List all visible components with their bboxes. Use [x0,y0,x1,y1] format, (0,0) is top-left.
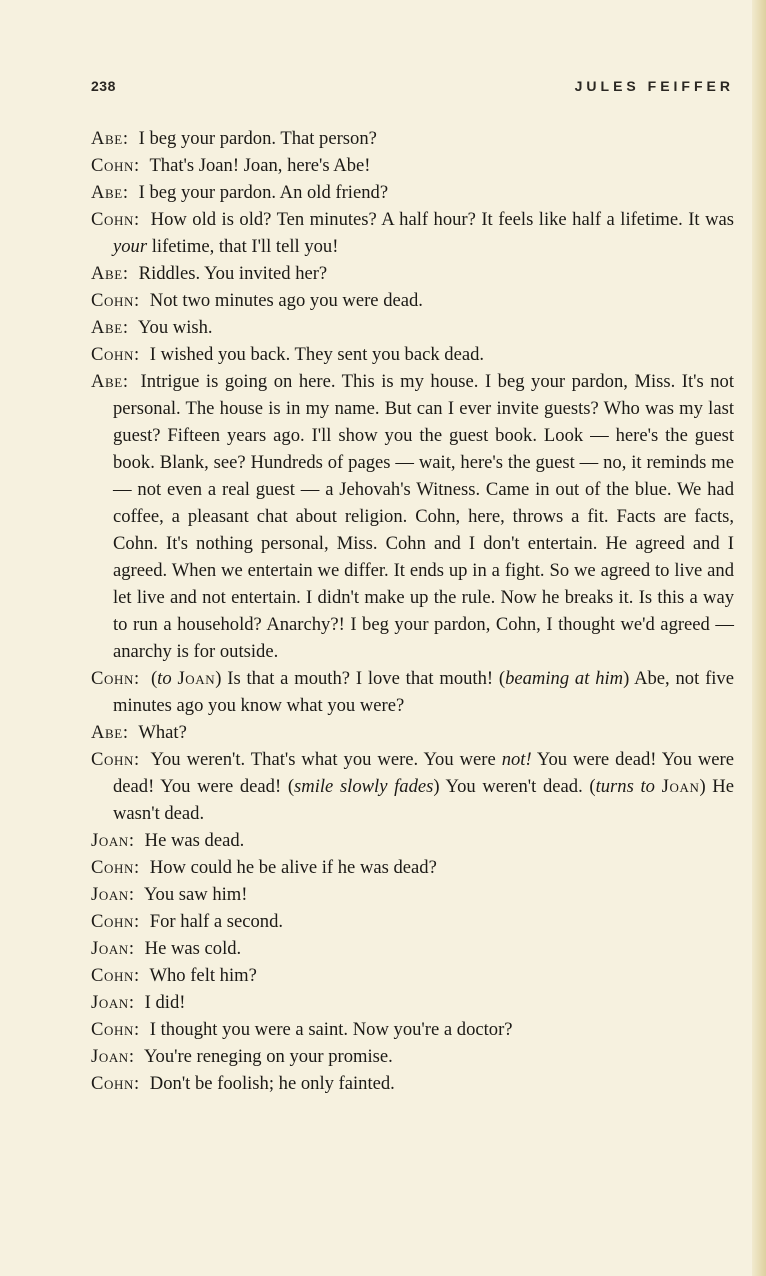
speaker-name: Joan [91,884,129,905]
speaker-colon: : [122,371,129,392]
speaker-colon: : [133,749,140,770]
line-text: I wished you back. They sent you back dead. [149,344,485,365]
line-text: ) He wasn't dead. [113,776,734,824]
speaker-colon: : [122,128,129,149]
dialogue [91,125,734,1097]
line-text: Not two minutes ago you were dead. [149,290,423,311]
speaker-name: Abe [91,722,123,743]
speaker-name: Abe [91,263,123,284]
line-text: Don't be foolish; he only fainted. [149,1073,395,1094]
speaker-name: Cohn [91,155,134,176]
line-text: You were dead! You were dead! You were dead! ( [113,749,734,797]
line-text [655,776,662,797]
speaker-name: Cohn [91,290,134,311]
line-text: ) You weren't dead. ( [433,776,596,797]
line-text: You're reneging on your promise. [143,1046,393,1067]
emphasis: not! [501,749,532,770]
speaker-colon: : [133,1073,140,1094]
line-text: He was cold. [144,938,242,959]
stage-direction: beaming at him [505,668,624,689]
speaker-colon: : [128,992,134,1013]
speaker-colon: : [122,182,129,203]
dialogue-line [91,989,734,1016]
dialogue-line [91,341,734,368]
line-text: You weren't. That's what you were. You were [150,749,502,770]
speaker-name: Cohn [91,344,134,365]
speaker-name: Abe [91,371,123,392]
dialogue-line [91,287,734,314]
speaker-name: Joan [91,830,129,851]
speaker-colon: : [133,209,140,230]
dialogue-line [91,1070,734,1097]
speaker-name: Cohn [91,1073,134,1094]
speaker-name: Cohn [91,857,134,878]
speaker-colon: : [122,263,129,284]
speaker-colon: : [128,1046,134,1067]
dialogue-line [91,368,734,665]
page-edge [752,0,766,1276]
speaker-colon: : [133,965,140,986]
page-number: 238 [91,78,116,94]
line-text: For half a second. [149,911,284,932]
dialogue-line [91,962,734,989]
line-text: ( [150,668,158,689]
speaker-colon: : [133,344,140,365]
speaker-name: Cohn [91,965,134,986]
line-text: How could he be alive if he was dead? [149,857,437,878]
dialogue-line [91,719,734,746]
speaker-colon: : [122,317,129,338]
dialogue-line [91,746,734,827]
dialogue-line [91,179,734,206]
speaker-colon: : [133,668,140,689]
dialogue-line [91,935,734,962]
line-text: I thought you were a saint. Now you're a doctor? [149,1019,513,1040]
speaker-name: Cohn [91,209,134,230]
dialogue-line [91,314,734,341]
dialogue-line [91,125,734,152]
dialogue-line [91,206,734,260]
dialogue-line [91,665,734,719]
emphasis: your [113,236,148,257]
speaker-name: Abe [91,128,123,149]
speaker-name: Cohn [91,911,134,932]
speaker-name: Abe [91,182,123,203]
dialogue-line [91,260,734,287]
line-text: What? [138,722,187,743]
line-text: You wish. [137,317,213,338]
speaker-name: Cohn [91,749,134,770]
line-text: Who felt him? [149,965,257,986]
speaker-colon: : [122,722,129,743]
dialogue-line [91,827,734,854]
line-text: You saw him! [143,884,248,905]
dialogue-line [91,854,734,881]
line-text: ) Is that a mouth? I love that mouth! ( [215,668,506,689]
speaker-name: Cohn [91,1019,134,1040]
dialogue-line [91,908,734,935]
speaker-name: Joan [91,1046,129,1067]
dialogue-line [91,152,734,179]
speaker-colon: : [133,155,140,176]
stage-direction: turns to [595,776,655,797]
speaker-colon: : [133,911,140,932]
line-text: That's Joan! Joan, here's Abe! [149,155,371,176]
running-head-author: JULES FEIFFER [574,78,734,94]
stage-direction: to [157,668,172,689]
speaker-colon: : [133,1019,140,1040]
line-text: Intrigue is going on here. This is my house. I beg your pardon, Miss. It's not personal. The house is in my name. But can I ever invite guests? Who was my last guest? Fifteen years ago. I'll show you the guest book. Look — here's the guest book. Blank, see? Hundreds of pages — wait, here's the guest — no, it reminds me — not even a real guest — a Jehovah's Witness. Came in out of the blue. We had coffee, a pleasant chat about religion. Cohn, here, throws a fit. Facts are facts, Cohn. It's nothing personal, Miss. Cohn and I don't entertain. He agreed and I agreed. When we entertain we differ. It ends up in a fight. So we agreed to live and let live and not entertain. I didn't make up the rule. Now he breaks it. Is this a way to run a household? Anarchy?! I beg your pardon, Cohn, I thought we'd agreed — anarchy is for outside. [113,371,734,662]
line-text: Riddles. You invited her? [138,263,328,284]
line-text: I beg your pardon. An old friend? [138,182,389,203]
stage-direction-name: Joan [661,776,700,797]
line-text: I did! [144,992,186,1013]
line-text: He was dead. [144,830,245,851]
speaker-colon: : [128,938,134,959]
speaker-colon: : [128,830,134,851]
line-text: ) Abe, not five minutes ago you know what you were? [113,668,734,716]
speaker-colon: : [128,884,134,905]
speaker-colon: : [133,857,140,878]
speaker-colon: : [133,290,140,311]
speaker-name: Cohn [91,668,134,689]
line-text: I beg your pardon. That person? [138,128,377,149]
line-text: lifetime, that I'll tell you! [147,236,339,257]
speaker-name: Joan [91,938,129,959]
speaker-name: Joan [91,992,129,1013]
dialogue-line [91,1043,734,1070]
dialogue-line [91,881,734,908]
speaker-name: Abe [91,317,123,338]
dialogue-line [91,1016,734,1043]
stage-direction-name: Joan [177,668,216,689]
stage-direction: smile slowly fades [294,776,434,797]
line-text: How old is old? Ten minutes? A half hour? It feels like half a lifetime. It was [150,209,735,230]
